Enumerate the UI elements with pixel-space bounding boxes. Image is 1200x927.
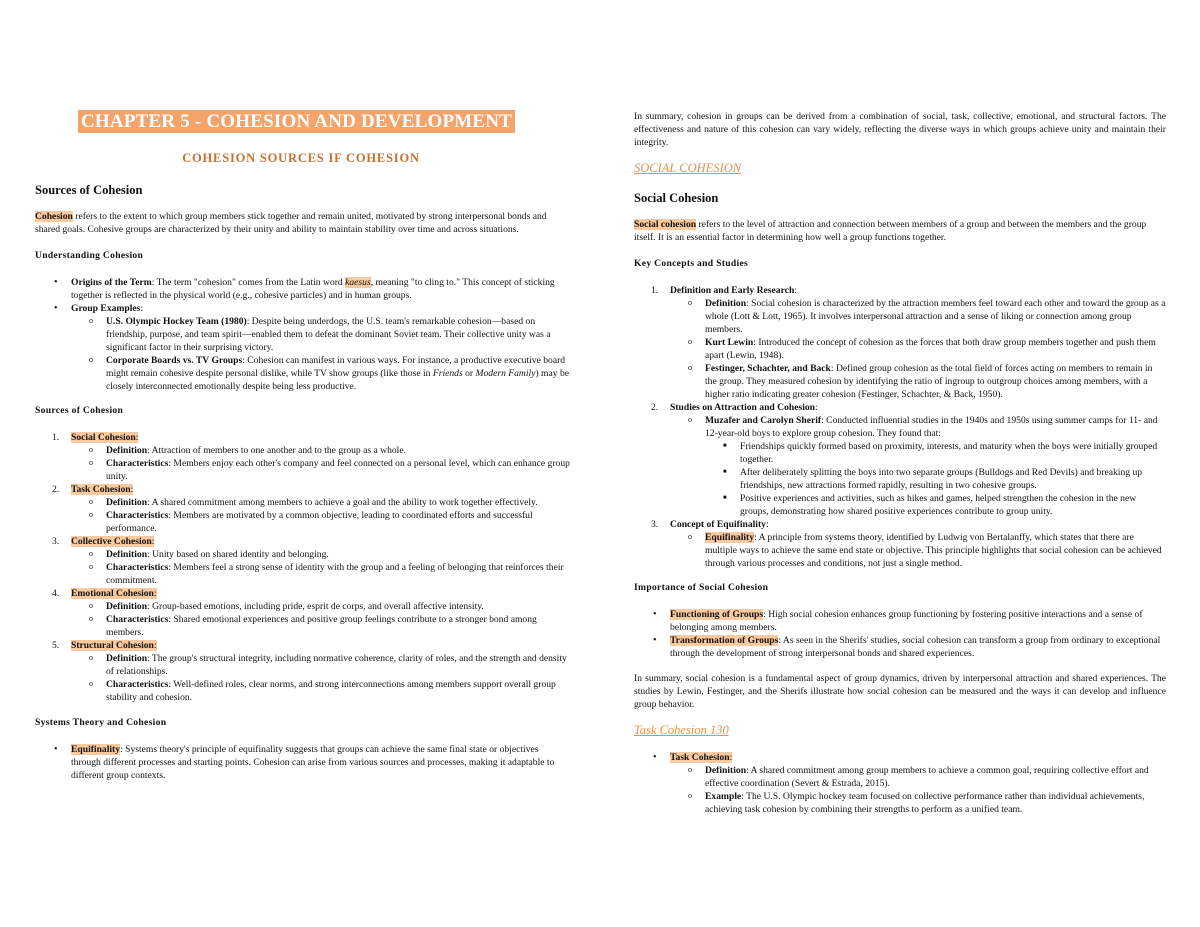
list-item <box>634 751 1166 816</box>
list-item <box>35 509 575 535</box>
equifinality-label: Equifinality <box>71 744 121 755</box>
item-number: 1. <box>651 285 659 296</box>
colon: : <box>815 402 818 413</box>
list-item <box>35 315 575 354</box>
origins-text-a: : The term "cohesion" comes from the Latin word <box>151 277 346 288</box>
social-cohesion-term: Social cohesion <box>634 219 697 230</box>
key-concepts-title: Key Concepts and Studies <box>634 258 749 269</box>
source-char: : Shared emotional experiences and positive group feelings contribute to a stronger bond among members. <box>106 614 537 638</box>
task-def-text: : A shared commitment among group members to achieve a common goal, requiring collective effort and effective coordination (Severt & Estrada, 2015). <box>705 765 1149 789</box>
item-number: 5. <box>52 640 60 651</box>
colon: : <box>135 432 139 443</box>
colon: : <box>794 285 797 296</box>
task-cohesion-list <box>634 751 1166 816</box>
list-item <box>35 302 575 393</box>
chapter-title-wrap <box>78 111 515 133</box>
list-item <box>634 362 1166 401</box>
item-number: 4. <box>52 588 60 599</box>
list-item <box>35 561 575 587</box>
characteristics-label: Characteristics <box>106 679 169 690</box>
definition-label: Definition <box>106 549 148 560</box>
festinger-text: : Defined group cohesion as the total field of forces acting on members to remain in the group. They measured cohesion by identifying the ratio of ingroup to outgroup choices among members, with a higher ratio indicating greater cohesion (Festinger, Schachter, & Back, 1950). <box>705 363 1153 400</box>
understanding-list <box>35 276 575 393</box>
list-item <box>35 354 575 393</box>
group-examples-colon: : <box>140 303 144 314</box>
list-item <box>634 401 1166 518</box>
systems-list <box>35 743 570 782</box>
list-item <box>35 276 575 302</box>
definition-label: Definition <box>106 653 148 664</box>
colon: : <box>130 484 134 495</box>
source-sublist <box>35 548 575 587</box>
source-def: : Group-based emotions, including pride, esprit de corps, and overall affective intensity. <box>147 601 484 612</box>
list-item <box>35 587 575 639</box>
list-item <box>35 678 575 704</box>
festinger-label: Festinger, Schachter, and Back <box>705 363 831 374</box>
transformation-label: Transformation of Groups <box>670 635 779 646</box>
list-item <box>634 414 1166 518</box>
list-item: ■ Friendships quickly formed based on proximity, interests, and maturity when the boys were initially grouped together. <box>634 440 1166 466</box>
list-item <box>35 652 575 678</box>
k3-equifinality-text: : A principle from systems theory, identified by Ludwig von Bertalanffy, which states that there are multiple ways to achieve the same end state or objective. This principle highlights that social cohesion can be achieved through various processes and conditions, not just a single method. <box>705 532 1162 569</box>
or-text: or <box>462 368 476 379</box>
definition-label: Definition <box>106 445 148 456</box>
chapter-title: CHAPTER 5 - COHESION AND DEVELOPMENT <box>78 110 515 133</box>
group-examples-sublist <box>35 315 575 393</box>
source-sublist <box>35 444 575 483</box>
functioning-text: : High social cohesion enhances group functioning by fostering positive interactions and a sense of belonging among members. <box>670 609 1143 633</box>
k1-title: Definition and Early Research <box>670 285 795 296</box>
list-item <box>35 535 575 587</box>
sources-title-2: Sources of Cohesion <box>35 405 124 416</box>
source-def: : A shared commitment among members to achieve a goal and the ability to work together effectively. <box>147 497 538 508</box>
definition-label: Definition <box>705 298 747 309</box>
colon: : <box>151 536 155 547</box>
social-cohesion-heading: Social Cohesion <box>634 191 719 205</box>
hockey-label: U.S. Olympic Hockey Team (1980) <box>106 316 247 327</box>
list-item <box>634 790 1166 816</box>
sources-list <box>35 431 575 704</box>
sources-heading: Sources of Cohesion <box>35 183 143 197</box>
task-cohesion-label: Task Cohesion <box>670 752 730 763</box>
k3-title: Concept of Equifinality <box>670 519 766 530</box>
sherif-findings-list <box>634 440 1166 518</box>
friends-title: Friends <box>432 368 463 379</box>
list-item <box>35 444 575 457</box>
definition-label: Definition <box>705 765 747 776</box>
list-item <box>634 531 1166 570</box>
source-title: Structural Cohesion <box>71 640 154 651</box>
list-item <box>634 518 1166 570</box>
list-item <box>35 639 575 704</box>
transformation-text: : As seen in the Sherifs' studies, social cohesion can transform a group from ordinary to exceptional through the development of strong interpersonal bonds and shared experiences. <box>670 635 1161 659</box>
task-cohesion-link[interactable]: Task Cohesion 130 <box>634 723 729 737</box>
source-char: : Well-defined roles, clear norms, and strong interconnections among members support overall group stability and cohesion. <box>106 679 556 703</box>
section-subheading: COHESION SOURCES IF COHESION <box>182 151 420 165</box>
list-item <box>35 431 575 483</box>
colon: : <box>765 519 769 530</box>
list-item <box>634 608 1166 634</box>
list-item <box>35 613 575 639</box>
list-item <box>35 743 570 782</box>
summary-paragraph: In summary, social cohesion is a fundamental aspect of group dynamics, driven by interpersonal attraction and shared experiences. The studies by Lewin, Festinger, and the Sherifs illustrate how social cohesion can be measured and the ways it can develop and influence group behavior. <box>634 673 1166 710</box>
list-item <box>634 297 1166 336</box>
item-number: 1. <box>52 432 60 443</box>
colon: : <box>153 588 157 599</box>
colon: : <box>153 640 157 651</box>
sherif-label: Muzafer and Carolyn Sherif <box>705 415 822 426</box>
characteristics-label: Characteristics <box>106 614 169 625</box>
list-item <box>634 336 1166 362</box>
k3-sublist <box>634 531 1166 570</box>
source-sublist <box>35 496 575 535</box>
characteristics-label: Characteristics <box>106 458 169 469</box>
equifinality-text: : Systems theory's principle of equifinality suggests that groups can achieve the same final state or objectives through different processes and starting points. Cohesion can arise from various sources and processes, making it adaptable to different group contexts. <box>71 744 555 781</box>
social-cohesion-text: refers to the level of attraction and connection between members of a group and between the members and the group itself. It is an essential factor in determining how well a group functions together. <box>634 219 1147 243</box>
source-char: : Members are motivated by a common objective, leading to coordinated efforts and successful performance. <box>106 510 533 534</box>
functioning-label: Functioning of Groups <box>670 609 764 620</box>
source-sublist <box>35 600 575 639</box>
source-title: Task Cohesion <box>71 484 131 495</box>
key-concepts-list <box>634 284 1166 570</box>
list-item <box>634 764 1166 790</box>
definition-label: Definition <box>106 497 148 508</box>
example-label: Example <box>705 791 742 802</box>
equifinality-label: Equifinality <box>705 532 755 543</box>
item-number: 3. <box>651 519 659 530</box>
list-item <box>634 634 1166 660</box>
source-char: : Members enjoy each other's company and feel connected on a personal level, which can enhance group unity. <box>106 458 570 482</box>
source-title: Collective Cohesion <box>71 536 152 547</box>
definition-label: Definition <box>106 601 148 612</box>
task-example-text: : The U.S. Olympic hockey team focused on collective performance rather than individual achievements, achieving task cohesion by combining their strengths to perform as a unified team. <box>705 791 1145 815</box>
lewin-label: Kurt Lewin <box>705 337 754 348</box>
cohesion-definition-paragraph <box>35 210 570 236</box>
lewin-text: : Introduced the concept of cohesion as the forces that both draw group members together and push them apart (Lewin, 1948). <box>705 337 1156 361</box>
characteristics-label: Characteristics <box>106 510 169 521</box>
colon: : <box>729 752 733 763</box>
origins-word: kaesus <box>345 277 371 288</box>
boards-text-a: : Cohesion can manifest in various ways. For instance, a productive executive board might remain cohesive despite personal dislike, while TV show groups (like those in <box>106 355 566 379</box>
origins-label: Origins of the Term <box>71 277 152 288</box>
characteristics-label: Characteristics <box>106 562 169 573</box>
cohesion-term: Cohesion <box>35 211 73 222</box>
source-def: : The group's structural integrity, including normative coherence, clarity of roles, and the strength and density of relationships. <box>106 653 567 677</box>
modern-family-title: Modern Family <box>475 368 536 379</box>
source-title: Emotional Cohesion <box>71 588 154 599</box>
source-def: : Attraction of members to one another and to the group as a whole. <box>147 445 407 456</box>
group-examples-label: Group Examples <box>71 303 141 314</box>
item-number: 3. <box>52 536 60 547</box>
list-item: ■ After deliberately splitting the boys into two separate groups (Bulldogs and Red Devils) and breaking up friendships, new attractions formed rapidly, resulting in two cohesive groups. <box>634 466 1166 492</box>
source-def: : Unity based on shared identity and belonging. <box>147 549 329 560</box>
hockey-text: : Despite being underdogs, the U.S. team's remarkable cohesion—based on friendship, purpose, and team spirit—enabled them to defeat the dominant Soviet team. Their collective unity was a significant factor in their surprising victory. <box>106 316 551 353</box>
sherif-text: : Conducted influential studies in the 1940s and 1950s using summer camps for 11- and 12-year-old boys to explore group cohesion. They found that: <box>705 415 1158 439</box>
list-item <box>35 548 575 561</box>
k1-sublist <box>634 297 1166 401</box>
importance-list <box>634 608 1166 660</box>
systems-title: Systems Theory and Cohesion <box>35 717 167 728</box>
understanding-title: Understanding Cohesion <box>35 250 144 261</box>
k2-title: Studies on Attraction and Cohesion <box>670 402 815 413</box>
item-number: 2. <box>52 484 60 495</box>
cohesion-text: refers to the extent to which group members stick together and remain united, motivated by strong interpersonal bonds and shared goals. Cohesive groups are characterized by their unity and ability to maintain stability over time and across situations. <box>35 211 547 235</box>
list-item <box>35 457 575 483</box>
task-sublist <box>634 764 1166 816</box>
boards-text-b: ) may be closely interconnected emotionally despite being less productive. <box>106 368 570 392</box>
list-item <box>35 483 575 535</box>
list-item: ■ Positive experiences and activities, such as hikes and games, helped strengthen the cohesion in the new groups, demonstrating how shared positive experiences contribute to group unity. <box>634 492 1166 518</box>
intro-paragraph: In summary, cohesion in groups can be derived from a combination of social, task, collective, emotional, and structural factors. The effectiveness and nature of this cohesion can vary widely, reflecting the diverse ways in which groups achieve unity and maintain their integrity. <box>634 111 1166 148</box>
list-item <box>634 284 1166 401</box>
k2-sublist <box>634 414 1166 518</box>
item-number: 2. <box>651 402 659 413</box>
list-item <box>35 600 575 613</box>
social-cohesion-paragraph <box>634 218 1166 244</box>
list-item <box>35 496 575 509</box>
source-title: Social Cohesion <box>71 432 136 443</box>
source-sublist <box>35 652 575 704</box>
importance-title: Importance of Social Cohesion <box>634 582 769 593</box>
boards-label: Corporate Boards vs. TV Groups <box>106 355 243 366</box>
source-char: : Members feel a strong sense of identity with the group and a feeling of belonging that reinforces their commitment. <box>106 562 564 586</box>
social-cohesion-link[interactable]: SOCIAL COHESION <box>634 161 742 175</box>
origins-text-b: , meaning "to cling to." This concept of sticking together is reflected in the physical world (e.g., cohesive particles) and in human groups. <box>71 277 555 301</box>
k1-def-text: : Social cohesion is characterized by the attraction members feel toward each other and toward the group as a whole (Lott & Lott, 1965). It involves interpersonal attraction and a sense of liking or connection among group members. <box>705 298 1166 335</box>
